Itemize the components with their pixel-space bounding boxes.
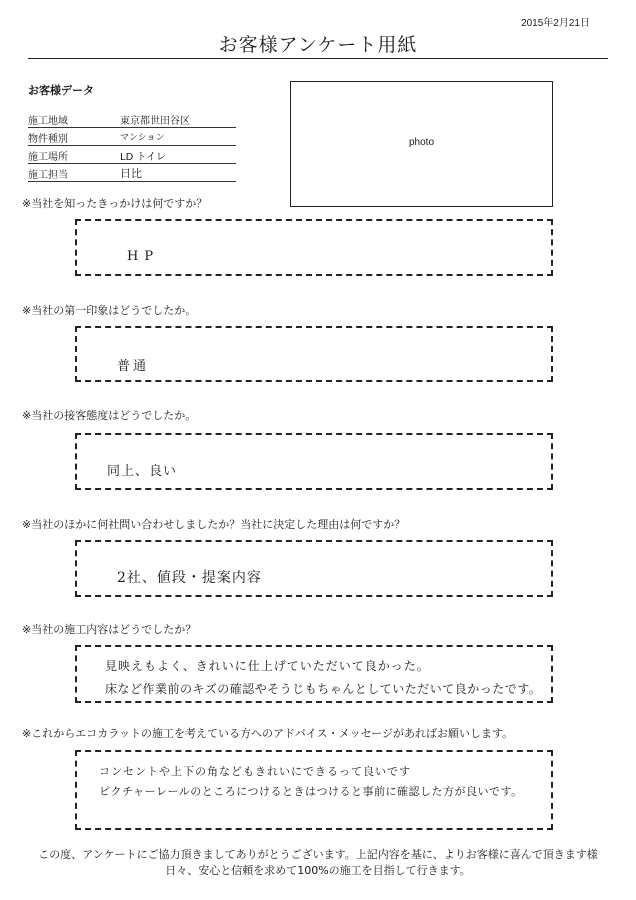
answer-1-line-1: HP [127,249,160,264]
footer-line-1: この度、アンケートにご協力頂きましてありがとうございます。上記内容を基に、よりお客様に喜んで頂きます様 [38,848,598,861]
answer-6-line-2: ピクチャーレールのところにつけるときはつけると事前に確認した方が良いです。 [99,785,523,798]
photo-label: photo [408,137,435,148]
question-1: ※当社を知ったきっかけは何ですか？ [22,197,208,210]
info-row-property-type [28,128,236,146]
answer-box-5 [75,645,553,703]
answer-4-line-1: 2社、値段・提案内容 [117,570,262,586]
answer-box-4 [75,540,553,597]
info-row-location [28,146,236,164]
answer-6-line-1: コンセントや上下の角などもきれいにできるって良いです [99,765,411,778]
answer-box-3 [75,433,553,490]
info-value-area: 東京都世田谷区 [120,116,190,127]
question-5: ※当社の施工内容はどうでしたか？ [22,623,197,636]
question-3: ※当社の接客態度はどうでしたか。 [22,409,197,422]
answer-5-line-2: 床など作業前のキズの確認やそうじもちゃんとしていただいて良かったです。 [105,682,542,696]
survey-date: 2015年2月21日 [521,18,590,29]
answer-box-1 [75,219,553,276]
info-value-location: LD トイレ [120,152,166,163]
question-4: ※当社のほかに何社問い合わせしましたか？当社に決定した理由は何ですか？ [22,518,406,531]
info-label-area: 施工地域 [28,116,68,127]
answer-3-line-1: 同上、良い [107,464,178,479]
info-value-staff: 日比 [120,167,142,180]
answer-box-6 [75,750,553,830]
info-label-staff: 施工担当 [28,170,68,181]
info-row-area [28,110,236,128]
answer-2-line-1: 普通 [117,359,150,374]
info-value-property-type: マンション [120,133,165,143]
info-row-staff [28,164,236,182]
answer-5-line-1: 見映えもよく、きれいに仕上げていただいて良かった。 [105,659,430,673]
question-2: ※当社の第一印象はどうでしたか。 [22,304,197,317]
info-label-property-type: 物件種別 [28,134,68,145]
title-divider [28,58,608,59]
question-6: ※これからエコカラットの施工を考えている方へのアドバイス・メッセージがあればお願いします。 [22,727,514,740]
customer-data-heading: お客様データ [28,84,94,97]
photo-placeholder [290,81,553,207]
footer-line-2: 日々、安心と信頼を求めて100%の施工を目指して行きます。 [165,864,471,877]
answer-box-2 [75,326,553,382]
info-label-location: 施工場所 [28,152,68,163]
page-title: お客様アンケート用紙 [218,34,418,56]
